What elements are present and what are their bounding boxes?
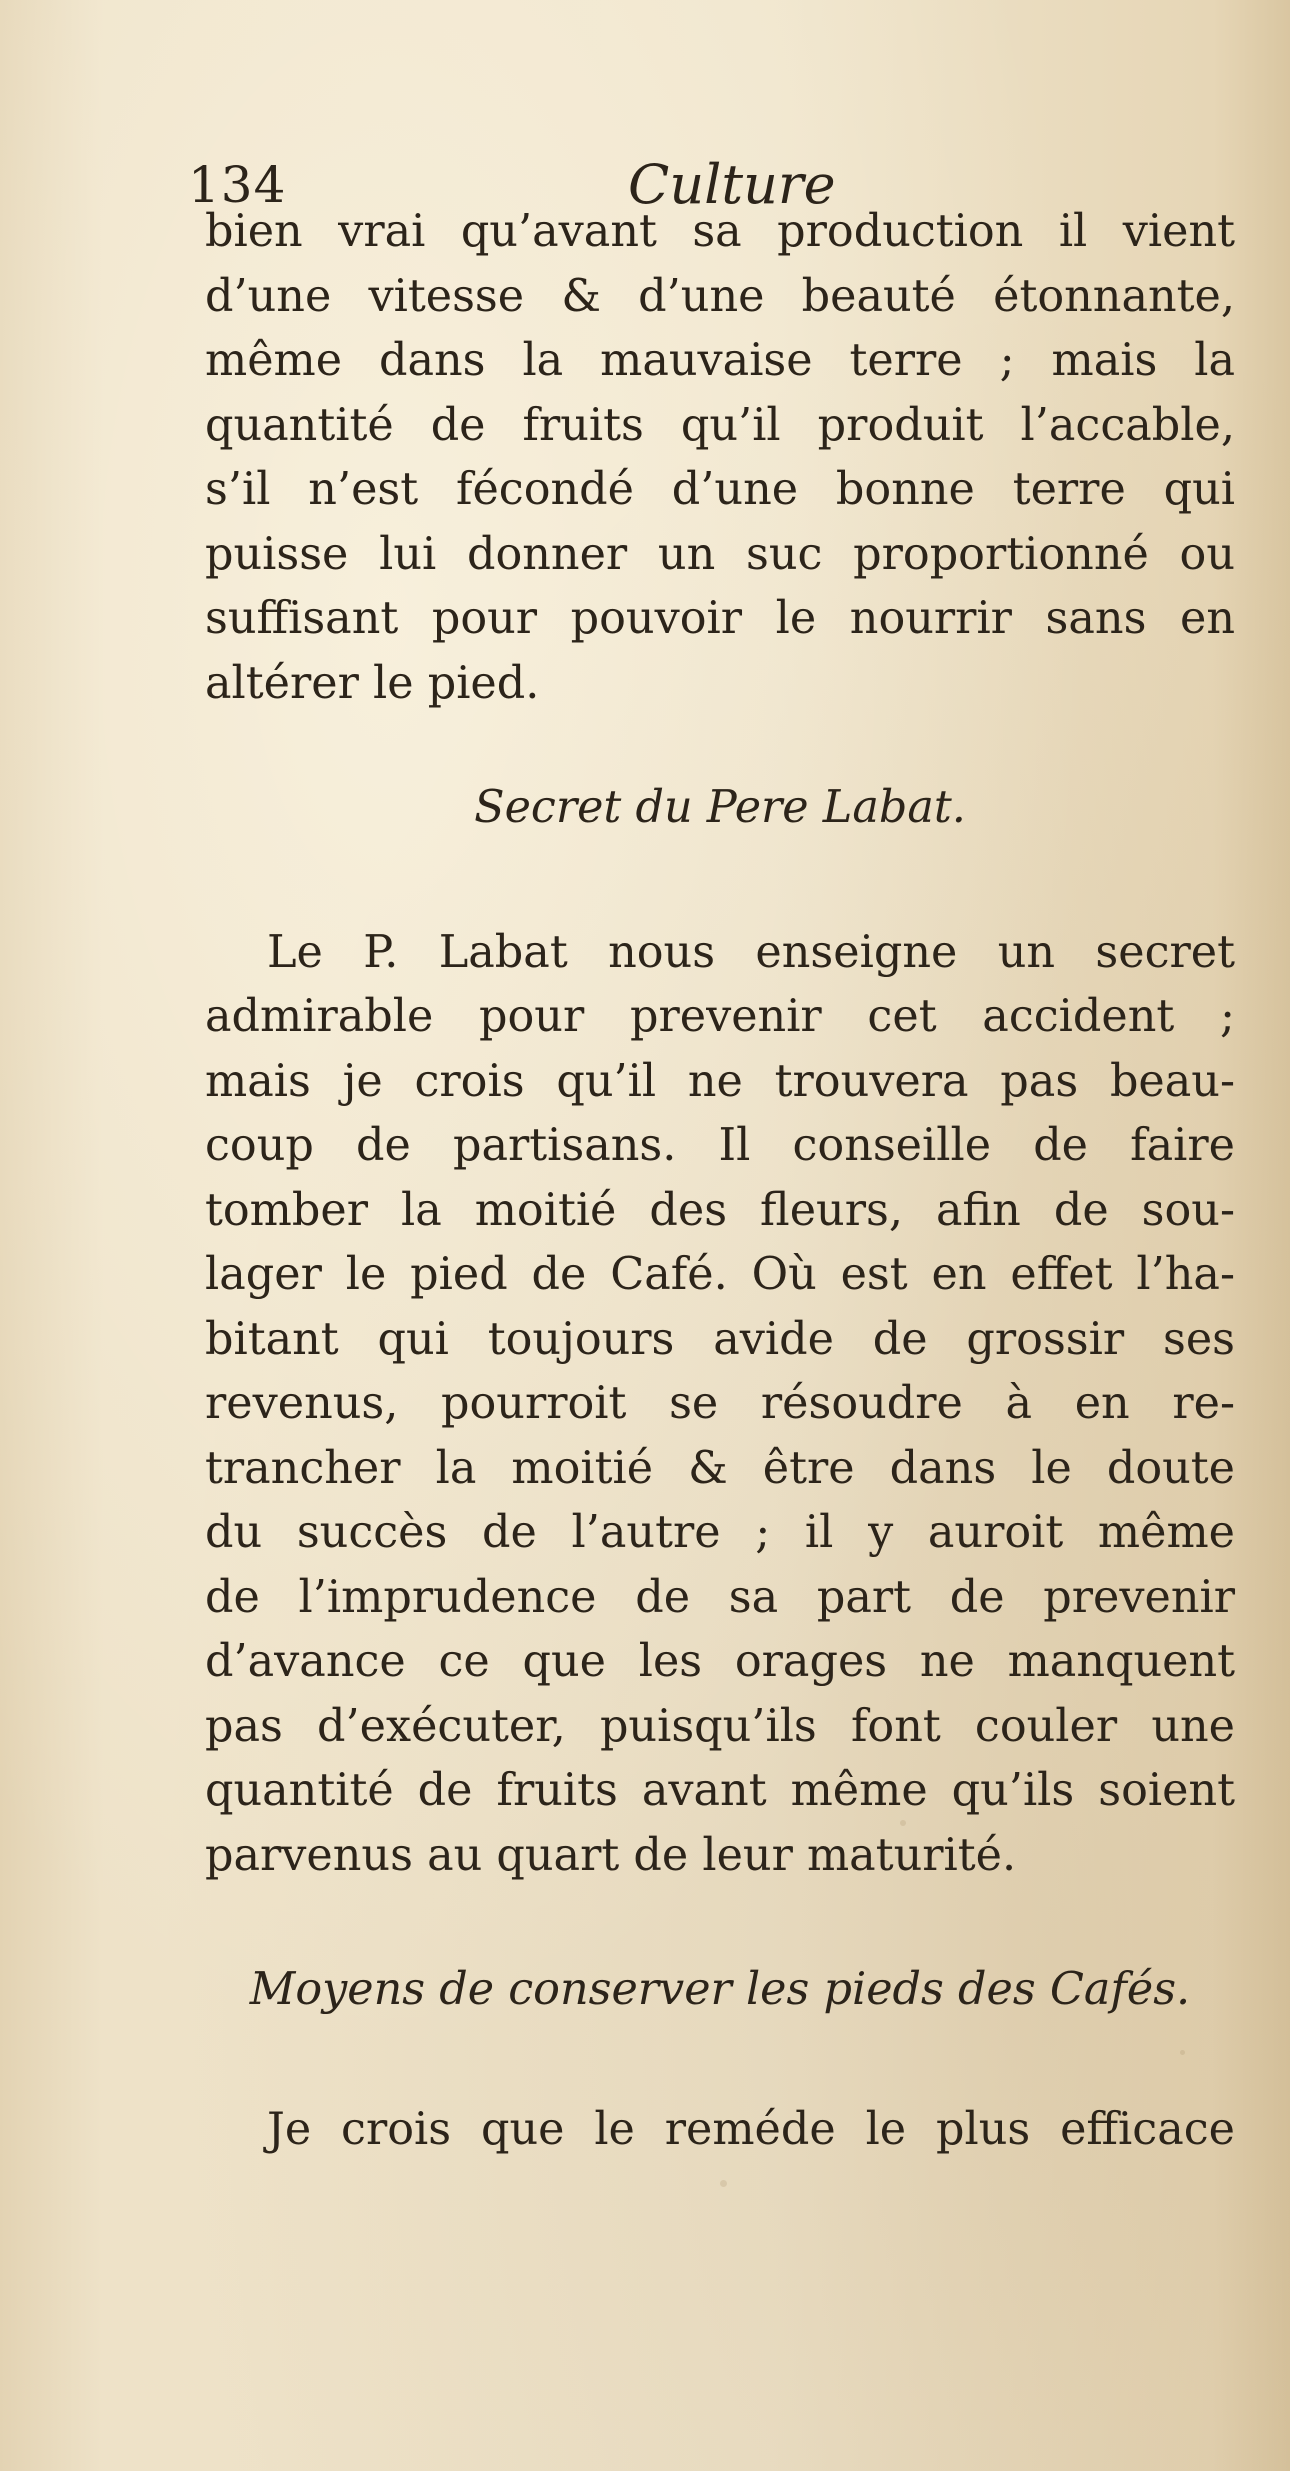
text-line: coup de partisans. Il conseille de faire <box>205 1120 1235 1171</box>
text-line: parvenus au quart de leur maturité. <box>205 1829 1017 1881</box>
paragraph-1 <box>205 200 1235 716</box>
text-line: s’il n’est fécondé d’une bonne terre qui <box>205 464 1235 515</box>
text-line: trancher la moitié & être dans le doute <box>205 1442 1235 1494</box>
section-title-secret: Secret du Pere Labat. <box>474 782 966 833</box>
text-line: puisse lui donner un suc proportionné ou <box>205 528 1235 580</box>
text-line: de l’imprudence de sa part de prevenir <box>205 1571 1235 1623</box>
text-line: d’une vitesse & d’une beauté étonnante, <box>205 270 1235 322</box>
paragraph-2 <box>205 921 1235 1889</box>
text-line: bien vrai qu’avant sa production il vient <box>205 206 1235 257</box>
text-line: altérer le pied. <box>205 657 540 709</box>
text-line: admirable pour prevenir cet accident ; <box>205 991 1235 1042</box>
text-line: tomber la moitié des fleurs, afin de sou- <box>205 1184 1235 1236</box>
text-line: revenus, pourroit se résoudre à en re- <box>205 1378 1235 1429</box>
body-text <box>205 200 1235 2162</box>
text-line: quantité de fruits avant même qu’ils soient <box>205 1765 1235 1816</box>
text-line: mais je crois qu’il ne trouvera pas beau- <box>205 1055 1235 1107</box>
text-line: d’avance ce que les orages ne manquent <box>205 1636 1235 1687</box>
text-line: suffisant pour pouvoir le nourrir sans en <box>205 593 1235 644</box>
text-line: même dans la mauvaise terre ; mais la <box>205 335 1235 386</box>
page-number: 134 <box>188 156 287 214</box>
text-line: bitant qui toujours avide de grossir ses <box>205 1313 1235 1365</box>
text-line: pas d’exécuter, puisqu’ils font couler une <box>205 1700 1235 1752</box>
text-line: Je crois que le reméde le plus efficace <box>267 2103 1235 2155</box>
text-line: du succès de l’autre ; il y auroit même <box>205 1507 1235 1558</box>
section-title-moyens: Moyens de conserver les pieds des Cafés. <box>249 1964 1191 2015</box>
paragraph-3 <box>205 2098 1235 2163</box>
text-line: quantité de fruits qu’il produit l’accable, <box>205 399 1235 451</box>
paper-spot <box>720 2180 727 2187</box>
running-head: Culture <box>628 153 836 216</box>
text-line: Le P. Labat nous enseigne un secret <box>267 926 1235 978</box>
text-line: lager le pied de Café. Où est en effet l’ha- <box>205 1249 1235 1300</box>
